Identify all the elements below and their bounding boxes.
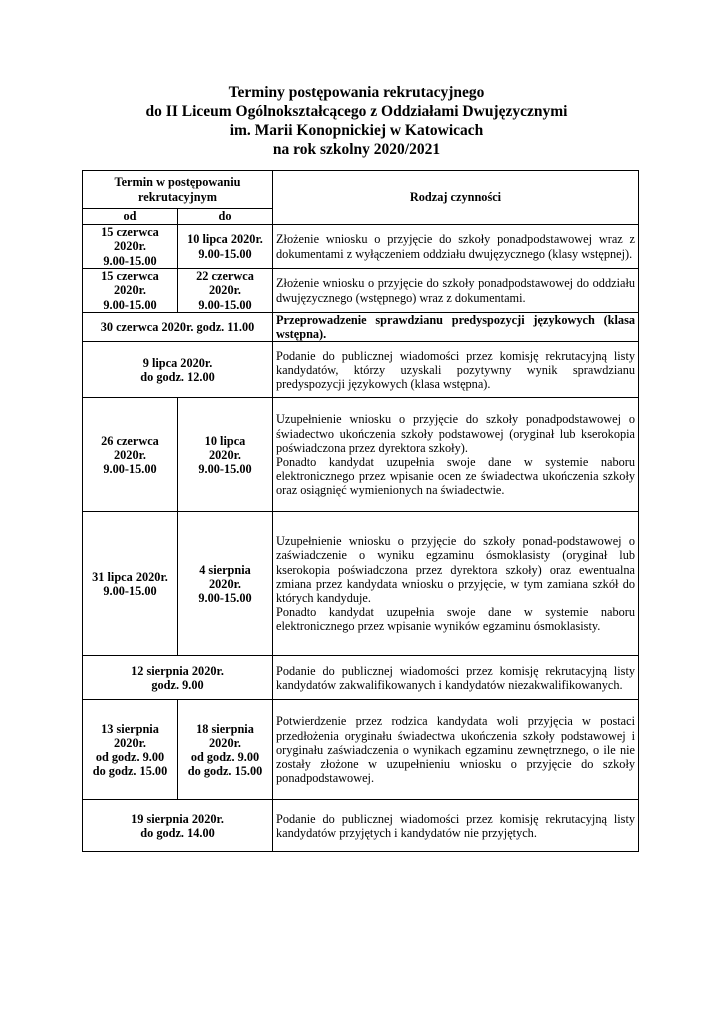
date-to-cell-line: 9.00-15.00 [198,246,252,261]
table-row [83,225,639,269]
date-from-cell-line: 15 czerwca [101,225,159,240]
date-from-cell-line: 9.00-15.00 [103,461,157,476]
activity-cell [273,269,639,313]
table-row [83,398,639,512]
date-to-cell-line: 9.00-15.00 [198,297,252,312]
schedule-table [82,170,639,852]
date-to-cell [178,512,273,656]
date-to-cell-line: do godz. 15.00 [187,763,263,778]
date-to-cell [178,398,273,512]
date-from-cell-line: 15 czerwca [101,269,159,284]
activity-paragraph: Złożenie wniosku o przyjęcie do szkoły ponadpodstawowej do oddziału dwujęzycznego (wstępnego) wraz z dokumentami. [276,276,636,305]
date-from-cell-line: od godz. 9.00 [95,749,165,764]
date-cell-line: 30 czerwca 2020r. godz. 11.00 [100,320,255,335]
date-to-cell-line: 22 czerwca [196,269,254,284]
title-line-2: do II Liceum Ogólnokształcącego z Oddziałami Dwujęzycznymi [145,103,568,120]
document-title [0,83,713,159]
date-from-cell-line: 26 czerwca [101,433,159,448]
table-row [83,512,639,656]
date-to-cell [178,700,273,800]
date-from-cell [83,225,178,269]
activity-paragraph: Uzupełnienie wniosku o przyjęcie do szkoły ponadpodstawowej o świadectwo ukończenia szkoły podstawowej (oryginał lub kserokopia poświadczona przez dyrektora szkoły). [276,412,636,455]
date-cell-line: godz. 9.00 [151,677,204,692]
date-from-cell-line: 31 lipca 2020r. [92,569,168,584]
activity-paragraph: Podanie do publicznej wiadomości przez komisję rekrutacyjną listy kandydatów zakwalifikowanych i kandydatów niezakwalifikowanych. [276,663,636,692]
date-from-cell [83,398,178,512]
header-activity: Rodzaj czynności [273,171,639,225]
activity-paragraph: Złożenie wniosku o przyjęcie do szkoły ponadpodstawowej wraz z dokumentami z wyłączeniem oddziału dwujęzycznego (klasy wstępnej). [276,232,636,261]
title-line-4: na rok szkolny 2020/2021 [272,141,441,158]
date-cell [83,656,273,700]
date-to-cell-line: 10 lipca [204,433,246,448]
activity-paragraph: Uzupełnienie wniosku o przyjęcie do szkoły ponad-podstawowej o zaświadczenie o wyniku egzaminu ósmoklasisty (oryginał lub kserokopia poświadczona przez dyrektora szkoły) oraz ewentualna zmiana przez kandydata wniosku o przyjęcie, w tym zamiana szkół do których kandyduje. [276,534,636,605]
activity-cell [273,225,639,269]
date-from-cell [83,512,178,656]
activity-cell [273,313,639,342]
date-to-cell-line: 2020r. [209,447,241,462]
date-to-cell-line: 2020r. [209,735,241,750]
date-from-cell-line: 2020r. [114,239,146,254]
activity-paragraph: Podanie do publicznej wiadomości przez komisję rekrutacyjną listy kandydatów przyjętych i kandydatów nie przyjętych. [276,811,636,840]
activity-paragraph: Podanie do publicznej wiadomości przez komisję rekrutacyjną listy kandydatów, którzy uzyskali pozytywny wynik sprawdzianu predyspozycji językowych (klasa wstępna). [276,348,636,391]
date-to-cell-line: od godz. 9.00 [190,749,260,764]
table-row [83,313,639,342]
table-row [83,700,639,800]
date-to-cell-line: 18 sierpnia [196,721,254,736]
date-to-cell [178,225,273,269]
header-term: Termin w postępowaniu rekrutacyjnym [83,171,273,209]
activity-cell [273,512,639,656]
date-from-cell-line: 2020r. [114,735,146,750]
header-from: od [83,209,178,225]
date-to-cell-line: 2020r. [209,283,241,298]
activity-cell [273,700,639,800]
activity-paragraph: Potwierdzenie przez rodzica kandydata woli przyjęcia w postaci przedłożenia oryginału świadectwa ukończenia szkoły podstawowej i oryginału zaświadczenia o wynikach egzaminu zewnętrznego, o ile nie zostały złożone w uzupełnieniu wniosku o przyjęcie do szkoły ponadpodstawowej. [276,714,636,785]
date-cell [83,313,273,342]
date-from-cell-line: do godz. 15.00 [92,763,168,778]
title-line-3: im. Marii Konopnickiej w Katowicach [229,122,484,139]
date-to-cell-line: 2020r. [209,576,241,591]
date-from-cell [83,269,178,313]
date-from-cell [83,700,178,800]
date-to-cell [178,269,273,313]
date-to-cell-line: 10 lipca 2020r. [187,232,263,247]
activity-paragraph: Przeprowadzenie sprawdzianu predyspozycji językowych (klasa wstępna). [276,313,636,342]
table-row [83,656,639,700]
activity-cell [273,656,639,700]
activity-cell [273,398,639,512]
title-line-1: Terminy postępowania rekrutacyjnego [228,84,485,101]
activity-paragraph: Ponadto kandydat uzupełnia swoje dane w systemie naboru elektronicznego przez wpisanie wyników egzaminu ósmoklasisty. [276,604,636,633]
activity-cell [273,342,639,398]
header-to: do [178,209,273,225]
date-cell-line: do godz. 14.00 [140,825,215,840]
date-from-cell-line: 2020r. [114,283,146,298]
date-from-cell-line: 9.00-15.00 [103,253,157,268]
table-row [83,269,639,313]
date-cell [83,800,273,852]
date-cell-line: 19 sierpnia 2020r. [131,811,224,826]
date-from-cell-line: 9.00-15.00 [103,583,157,598]
date-from-cell-line: 13 sierpnia [101,721,159,736]
date-to-cell-line: 9.00-15.00 [198,590,252,605]
date-cell [83,342,273,398]
date-cell-line: do godz. 12.00 [140,369,215,384]
date-cell-line: 12 sierpnia 2020r. [131,663,224,678]
date-from-cell-line: 9.00-15.00 [103,297,157,312]
activity-paragraph: Ponadto kandydat uzupełnia swoje dane w systemie naboru elektronicznego przez wpisanie ocen ze świadectwa ukończenia szkoły oraz osiągnięć wymienionych na świadectwie. [276,454,636,497]
date-to-cell-line: 9.00-15.00 [198,461,252,476]
activity-cell [273,800,639,852]
date-cell-line: 9 lipca 2020r. [142,355,213,370]
table-row [83,800,639,852]
date-from-cell-line: 2020r. [114,447,146,462]
date-to-cell-line: 4 sierpnia [199,562,251,577]
table-row [83,342,639,398]
